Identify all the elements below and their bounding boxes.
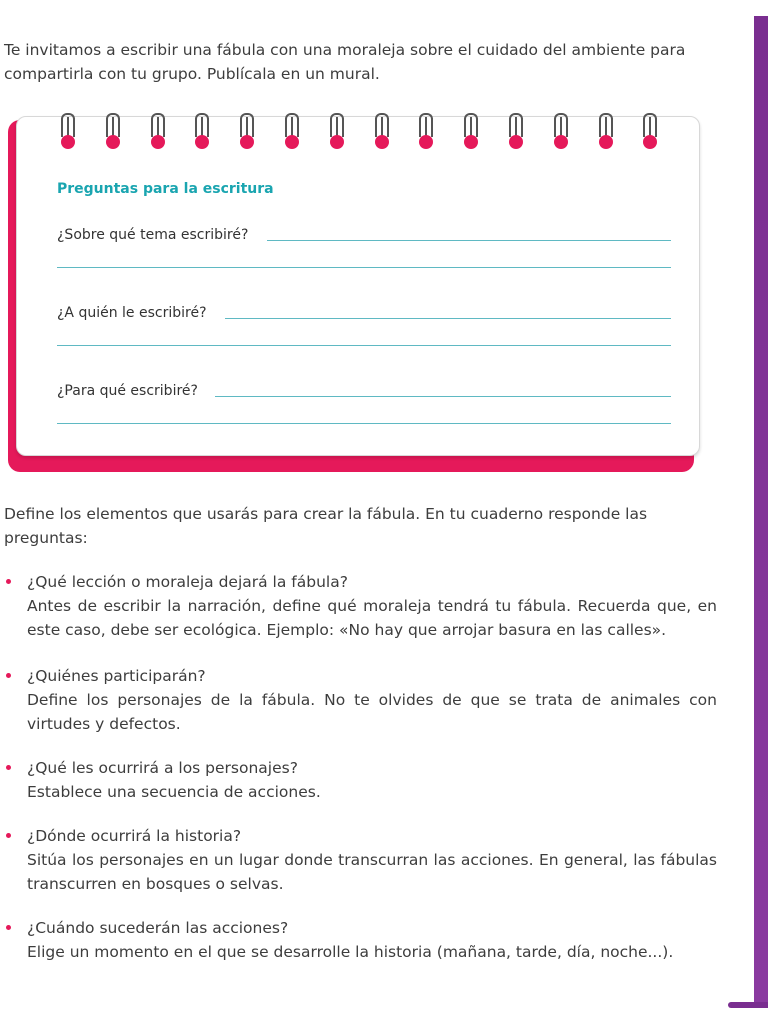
ring-hole bbox=[599, 135, 613, 149]
bullet-dot bbox=[6, 579, 11, 584]
binding-ring bbox=[507, 113, 527, 151]
list-item-question: ¿Dónde ocurrirá la historia? bbox=[27, 827, 242, 845]
ring-wire bbox=[330, 113, 344, 137]
ring-wire bbox=[151, 113, 165, 137]
bullet-dot bbox=[6, 833, 11, 838]
answer-line-topic[interactable] bbox=[267, 240, 671, 241]
answer-line-audience-2[interactable] bbox=[57, 345, 671, 346]
binding-ring bbox=[283, 113, 303, 151]
list-item-detail: Define los personajes de la fábula. No te olvides de que se trata de animales con virtudes y defectos. bbox=[27, 691, 717, 733]
question-label-topic: ¿Sobre qué tema escribiré? bbox=[57, 227, 249, 243]
bullet-dot bbox=[6, 925, 11, 930]
ring-hole bbox=[464, 135, 478, 149]
ring-hole bbox=[419, 135, 433, 149]
ring-hole bbox=[554, 135, 568, 149]
binding-ring bbox=[462, 113, 482, 151]
binding-ring bbox=[597, 113, 617, 151]
question-row-purpose bbox=[57, 377, 671, 401]
binding-ring bbox=[417, 113, 437, 151]
ring-hole bbox=[240, 135, 254, 149]
ring-hole bbox=[61, 135, 75, 149]
notepad-card bbox=[8, 110, 702, 470]
binding-ring bbox=[373, 113, 393, 151]
binding-ring bbox=[59, 113, 79, 151]
list-item-question: ¿Qué les ocurrirá a los personajes? bbox=[27, 759, 298, 777]
side-decoration-foot bbox=[728, 1002, 768, 1008]
list-item-detail: Elige un momento en el que se desarrolle la historia (mañana, tarde, día, noche...). bbox=[27, 943, 674, 961]
list-item-question: ¿Quiénes participarán? bbox=[27, 667, 206, 685]
list-item-question: ¿Cuándo sucederán las acciones? bbox=[27, 919, 289, 937]
list-item-question: ¿Qué lección o moraleja dejará la fábula? bbox=[27, 573, 348, 591]
ring-wire bbox=[285, 113, 299, 137]
ring-hole bbox=[285, 135, 299, 149]
notepad-title: Preguntas para la escritura bbox=[57, 181, 274, 197]
answer-line-topic-2[interactable] bbox=[57, 267, 671, 268]
ring-wire bbox=[195, 113, 209, 137]
question-label-audience: ¿A quién le escribiré? bbox=[57, 305, 207, 321]
ring-wire bbox=[464, 113, 478, 137]
question-row-audience bbox=[57, 299, 671, 323]
question-row-topic bbox=[57, 221, 671, 245]
ring-wire bbox=[599, 113, 613, 137]
binding-ring bbox=[149, 113, 169, 151]
answer-line-audience[interactable] bbox=[225, 318, 671, 319]
ring-wire bbox=[419, 113, 433, 137]
side-decoration-bar bbox=[754, 16, 768, 1006]
bullet-dot bbox=[6, 765, 11, 770]
list-item-detail: Sitúa los personajes en un lugar donde transcurran las acciones. En general, las fábulas transcurren en bosques o selvas. bbox=[27, 851, 717, 893]
binding-ring bbox=[641, 113, 661, 151]
binding-ring bbox=[193, 113, 213, 151]
binding-ring bbox=[552, 113, 572, 151]
ring-hole bbox=[106, 135, 120, 149]
ring-wire bbox=[61, 113, 75, 137]
binding-ring bbox=[238, 113, 258, 151]
ring-hole bbox=[509, 135, 523, 149]
ring-hole bbox=[195, 135, 209, 149]
notepad-sheet bbox=[16, 116, 700, 456]
ring-hole bbox=[375, 135, 389, 149]
question-label-purpose: ¿Para qué escribiré? bbox=[57, 383, 198, 399]
ring-hole bbox=[330, 135, 344, 149]
define-paragraph: Define los elementos que usarás para crear la fábula. En tu cuaderno responde las preguntas: bbox=[4, 505, 648, 547]
binding-ring bbox=[104, 113, 124, 151]
ring-wire bbox=[240, 113, 254, 137]
intro-paragraph: Te invitamos a escribir una fábula con una moraleja sobre el cuidado del ambiente para compartirla con tu grupo. Publícala en un mural. bbox=[4, 41, 686, 83]
ring-hole bbox=[643, 135, 657, 149]
binding-ring bbox=[328, 113, 348, 151]
ring-wire bbox=[106, 113, 120, 137]
ring-wire bbox=[509, 113, 523, 137]
spiral-binding bbox=[59, 113, 679, 155]
answer-line-purpose[interactable] bbox=[215, 396, 671, 397]
answer-line-purpose-2[interactable] bbox=[57, 423, 671, 424]
ring-wire bbox=[554, 113, 568, 137]
list-item-detail: Antes de escribir la narración, define qué moraleja tendrá tu fábula. Recuerda que, en este caso, debe ser ecológica. Ejemplo: «No hay que arrojar basura en las calles». bbox=[27, 597, 717, 639]
bullet-dot bbox=[6, 673, 11, 678]
ring-wire bbox=[643, 113, 657, 137]
ring-wire bbox=[375, 113, 389, 137]
ring-hole bbox=[151, 135, 165, 149]
list-item-detail: Establece una secuencia de acciones. bbox=[27, 783, 321, 801]
